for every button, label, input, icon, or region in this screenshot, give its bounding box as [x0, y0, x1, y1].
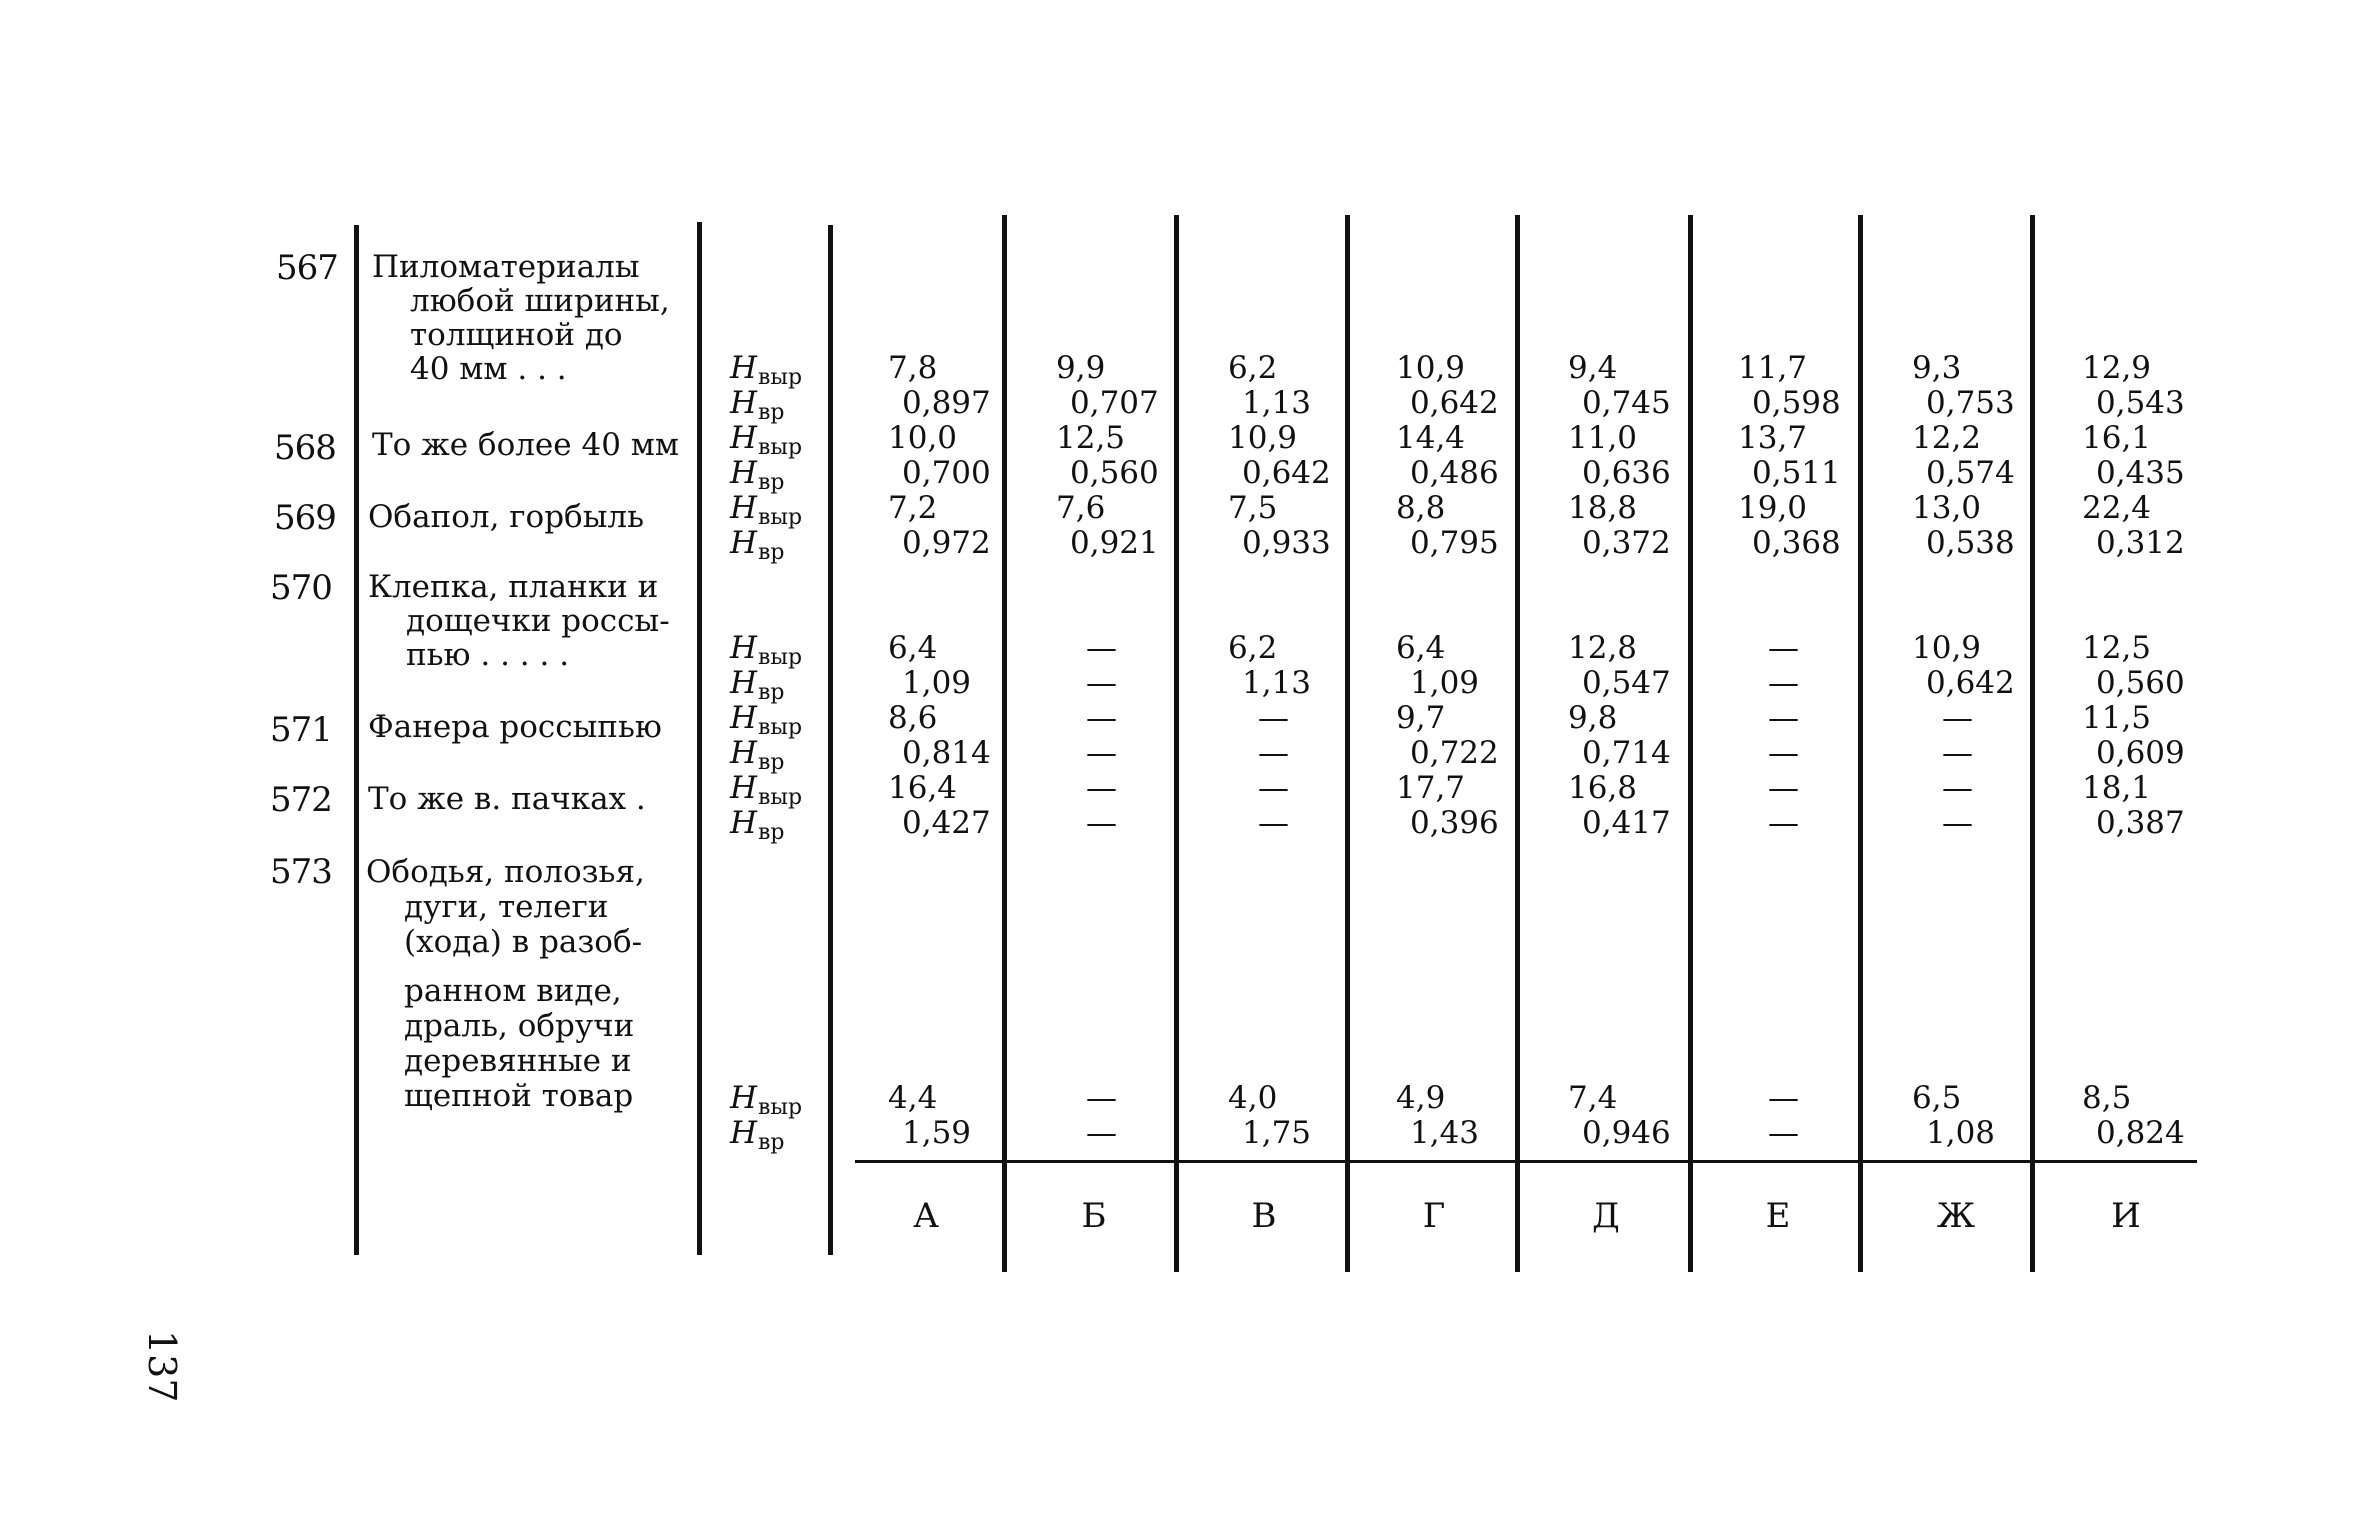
- value-cell: 0,609: [2096, 735, 2185, 771]
- value-cell: 22,4: [2082, 490, 2152, 526]
- value-cell: 9,3: [1912, 350, 1962, 386]
- value-cell: —: [1942, 735, 1973, 771]
- value-cell: 18,8: [1568, 490, 1638, 526]
- value-cell: —: [1942, 805, 1973, 841]
- value-cell: —: [1942, 700, 1973, 736]
- value-cell: 11,7: [1738, 350, 1808, 386]
- value-cell: 0,642: [1926, 665, 2015, 701]
- value-cell: 4,4: [888, 1080, 938, 1116]
- value-cell: 0,642: [1242, 455, 1331, 491]
- value-cell: —: [1086, 665, 1117, 701]
- value-cell: 0,753: [1926, 385, 2015, 421]
- value-cell: 0,417: [1582, 805, 1671, 841]
- value-cell: —: [1086, 770, 1117, 806]
- row-description: Ободья, полозья, дуги, телеги (хода) в разоб- ранном виде, драль, обручи деревянные и щепной товар: [366, 854, 645, 1114]
- value-cell: 0,642: [1410, 385, 1499, 421]
- value-cell: —: [1086, 1080, 1117, 1116]
- value-cell: —: [1768, 1115, 1799, 1151]
- column-header: Г: [1422, 1196, 1446, 1236]
- value-cell: 19,0: [1738, 490, 1808, 526]
- value-cell: —: [1258, 735, 1289, 771]
- value-cell: 0,745: [1582, 385, 1671, 421]
- value-cell: 0,547: [1582, 665, 1671, 701]
- value-cell: 1,13: [1242, 665, 1312, 701]
- value-cell: 12,2: [1912, 420, 1982, 456]
- value-cell: 0,427: [902, 805, 991, 841]
- value-cell: 0,897: [902, 385, 991, 421]
- row-number: 570: [270, 568, 332, 608]
- value-cell: —: [1768, 665, 1799, 701]
- rule-col-vg: [1345, 215, 1350, 1272]
- label-hvyr: $H_{выр}$: [730, 770, 803, 810]
- row-number: 572: [270, 780, 332, 820]
- label-hvyr: $H_{выр}$: [730, 490, 803, 530]
- value-cell: 9,8: [1568, 700, 1618, 736]
- value-cell: 0,972: [902, 525, 991, 561]
- rule-col-ezh: [1858, 215, 1863, 1272]
- value-cell: 10,9: [1912, 630, 1982, 666]
- row-number: 573: [270, 852, 332, 892]
- column-header: В: [1251, 1196, 1277, 1236]
- value-cell: —: [1768, 805, 1799, 841]
- value-cell: 6,5: [1912, 1080, 1962, 1116]
- row-number: 567: [276, 248, 338, 288]
- value-cell: 10,0: [888, 420, 958, 456]
- value-cell: 16,4: [888, 770, 958, 806]
- rule-desc-right: [697, 222, 702, 1255]
- value-cell: 7,5: [1228, 490, 1278, 526]
- header-separator: [855, 1160, 2197, 1163]
- value-cell: 1,43: [1410, 1115, 1480, 1151]
- value-cell: —: [1768, 1080, 1799, 1116]
- rule-col-bv: [1174, 215, 1179, 1272]
- value-cell: —: [1768, 770, 1799, 806]
- value-cell: 9,9: [1056, 350, 1106, 386]
- value-cell: 6,4: [888, 630, 938, 666]
- value-cell: 0,538: [1926, 525, 2015, 561]
- row-number: 571: [270, 710, 332, 750]
- value-cell: —: [1942, 770, 1973, 806]
- row-description: Клепка, планки и дощечки россы- пью . . . . .: [368, 569, 670, 673]
- value-cell: 1,08: [1926, 1115, 1996, 1151]
- column-header: Е: [1765, 1196, 1791, 1236]
- row-description: То же в. пачках .: [368, 781, 646, 817]
- value-cell: 7,2: [888, 490, 938, 526]
- value-cell: 13,0: [1912, 490, 1982, 526]
- value-cell: 0,714: [1582, 735, 1671, 771]
- label-hvr: $H_{вр}$: [730, 525, 785, 565]
- value-cell: —: [1768, 630, 1799, 666]
- value-cell: 0,824: [2096, 1115, 2185, 1151]
- column-header: Ж: [1936, 1196, 1976, 1236]
- row-number: 569: [274, 498, 336, 538]
- page-number: 137: [140, 1330, 184, 1403]
- label-hvyr: $H_{выр}$: [730, 420, 803, 460]
- label-hvyr: $H_{выр}$: [730, 630, 803, 670]
- value-cell: —: [1086, 700, 1117, 736]
- value-cell: —: [1768, 700, 1799, 736]
- value-cell: 1,09: [902, 665, 972, 701]
- value-cell: 13,7: [1738, 420, 1808, 456]
- value-cell: 0,707: [1070, 385, 1159, 421]
- value-cell: 6,2: [1228, 350, 1278, 386]
- rule-col-ab: [1002, 215, 1007, 1272]
- value-cell: 16,8: [1568, 770, 1638, 806]
- label-hvr: $H_{вр}$: [730, 805, 785, 845]
- value-cell: 7,6: [1056, 490, 1106, 526]
- value-cell: 18,1: [2082, 770, 2152, 806]
- rule-col-gd: [1515, 215, 1520, 1272]
- value-cell: 0,435: [2096, 455, 2185, 491]
- value-cell: 8,8: [1396, 490, 1446, 526]
- value-cell: —: [1086, 630, 1117, 666]
- value-cell: 4,0: [1228, 1080, 1278, 1116]
- value-cell: 7,8: [888, 350, 938, 386]
- value-cell: —: [1086, 1115, 1117, 1151]
- label-hvr: $H_{вр}$: [730, 735, 785, 775]
- value-cell: 16,1: [2082, 420, 2152, 456]
- value-cell: —: [1258, 770, 1289, 806]
- value-cell: 17,7: [1396, 770, 1466, 806]
- label-hvr: $H_{вр}$: [730, 1115, 785, 1155]
- value-cell: —: [1258, 700, 1289, 736]
- row-description: Обапол, горбыль: [368, 499, 644, 535]
- value-cell: 10,9: [1396, 350, 1466, 386]
- value-cell: 11,5: [2082, 700, 2152, 736]
- value-cell: 12,5: [2082, 630, 2152, 666]
- value-cell: 0,933: [1242, 525, 1331, 561]
- label-hvyr: $H_{выр}$: [730, 350, 803, 390]
- rule-col-de: [1688, 215, 1693, 1272]
- rule-labels-right: [828, 225, 833, 1255]
- column-header: А: [913, 1196, 939, 1236]
- value-cell: 0,396: [1410, 805, 1499, 841]
- value-cell: 0,486: [1410, 455, 1499, 491]
- column-header: Б: [1081, 1196, 1107, 1236]
- column-header: И: [2111, 1196, 2141, 1236]
- value-cell: 12,9: [2082, 350, 2152, 386]
- value-cell: 0,372: [1582, 525, 1671, 561]
- value-cell: 6,2: [1228, 630, 1278, 666]
- value-cell: 7,4: [1568, 1080, 1618, 1116]
- value-cell: 12,5: [1056, 420, 1126, 456]
- value-cell: 0,560: [1070, 455, 1159, 491]
- label-hvr: $H_{вр}$: [730, 455, 785, 495]
- value-cell: 1,75: [1242, 1115, 1312, 1151]
- value-cell: 9,7: [1396, 700, 1446, 736]
- value-cell: 0,543: [2096, 385, 2185, 421]
- value-cell: 12,8: [1568, 630, 1638, 666]
- value-cell: 1,59: [902, 1115, 972, 1151]
- value-cell: 0,814: [902, 735, 991, 771]
- value-cell: 0,636: [1582, 455, 1671, 491]
- label-hvr: $H_{вр}$: [730, 385, 785, 425]
- value-cell: 0,722: [1410, 735, 1499, 771]
- value-cell: 0,560: [2096, 665, 2185, 701]
- row-description: Фанера россыпью: [368, 709, 662, 745]
- column-header: Д: [1592, 1196, 1620, 1236]
- value-cell: 4,9: [1396, 1080, 1446, 1116]
- value-cell: 0,312: [2096, 525, 2185, 561]
- value-cell: —: [1258, 805, 1289, 841]
- value-cell: 0,511: [1752, 455, 1841, 491]
- value-cell: 14,4: [1396, 420, 1466, 456]
- value-cell: 0,387: [2096, 805, 2185, 841]
- value-cell: 8,5: [2082, 1080, 2132, 1116]
- label-hvyr: $H_{выр}$: [730, 700, 803, 740]
- row-description: То же более 40 мм: [372, 427, 680, 463]
- value-cell: 10,9: [1228, 420, 1298, 456]
- value-cell: 0,921: [1070, 525, 1159, 561]
- label-hvr: $H_{вр}$: [730, 665, 785, 705]
- value-cell: —: [1768, 735, 1799, 771]
- value-cell: 0,700: [902, 455, 991, 491]
- value-cell: —: [1086, 735, 1117, 771]
- value-cell: —: [1086, 805, 1117, 841]
- rule-left: [354, 225, 359, 1255]
- value-cell: 6,4: [1396, 630, 1446, 666]
- row-number: 568: [274, 428, 336, 468]
- row-description: Пиломатериалы любой ширины, толщиной до 40 мм . . .: [372, 249, 670, 387]
- label-hvyr: $H_{выр}$: [730, 1080, 803, 1120]
- value-cell: 0,598: [1752, 385, 1841, 421]
- rule-col-zhi: [2030, 215, 2035, 1272]
- value-cell: 0,368: [1752, 525, 1841, 561]
- value-cell: 9,4: [1568, 350, 1618, 386]
- value-cell: 0,795: [1410, 525, 1499, 561]
- value-cell: 8,6: [888, 700, 938, 736]
- value-cell: 1,13: [1242, 385, 1312, 421]
- value-cell: 1,09: [1410, 665, 1480, 701]
- value-cell: 11,0: [1568, 420, 1638, 456]
- value-cell: 0,574: [1926, 455, 2015, 491]
- value-cell: 0,946: [1582, 1115, 1671, 1151]
